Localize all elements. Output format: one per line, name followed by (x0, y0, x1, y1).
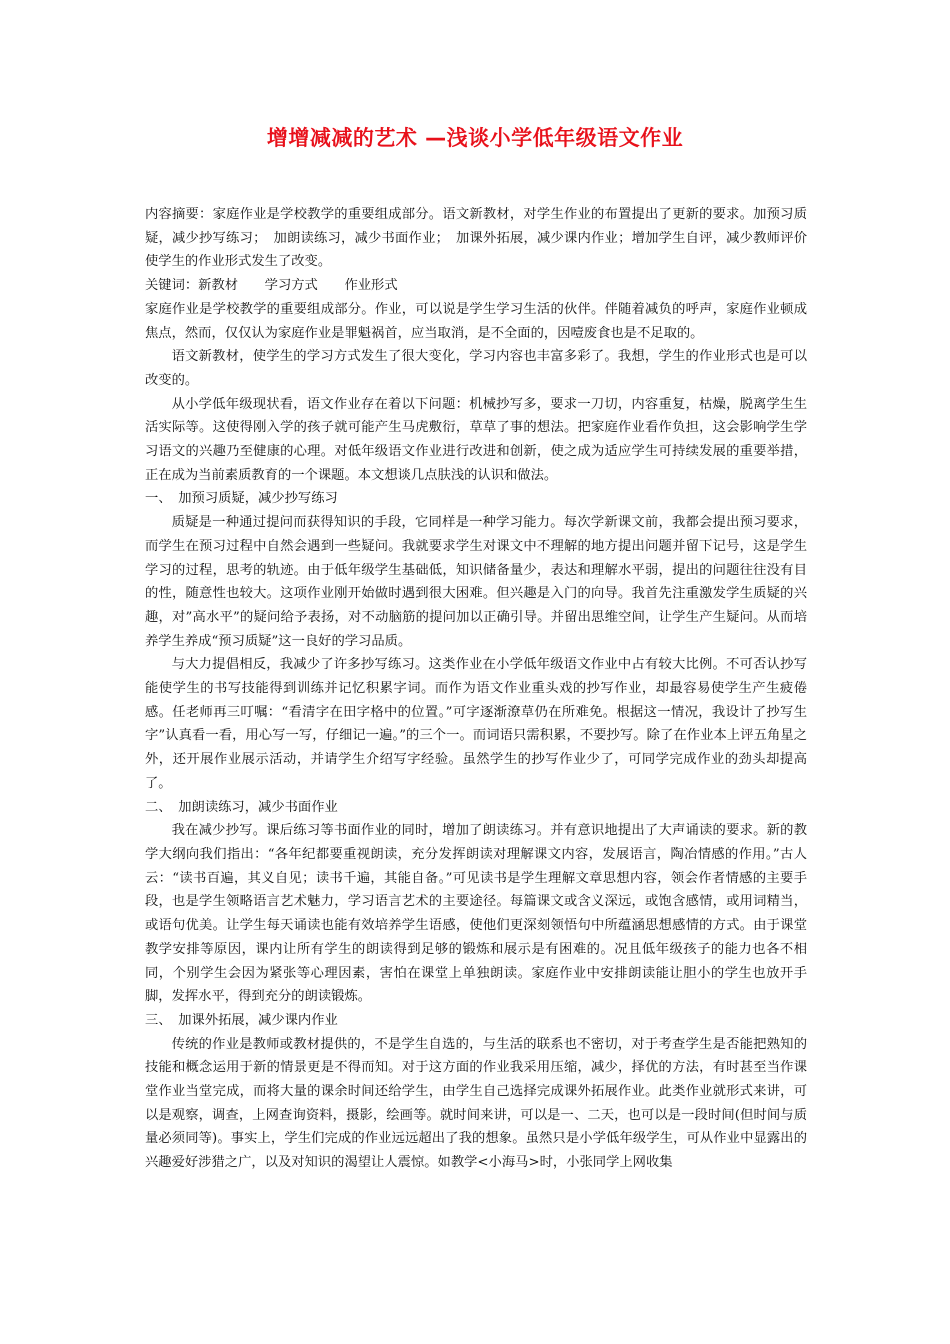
section-paragraph: 与大力提倡相反，我减少了许多抄写练习。这类作业在小学低年级语文作业中占有较大比例。不可否认抄写能使学生的书写技能得到训练并记忆积累字词。而作为语文作业重头戏的抄写作业，却最容易使学生产生疲倦感。任老师再三叮嘱：“看清字在田字格中的位置。”可字逐渐潦草仍在所难免。根据这一情况，我设计了抄写生字”认真看一看，用心写一写，仔细记一遍。”的三个一。而词语只需积累，不要抄写。除了在作业本上评五角星之外，还开展作业展示活动，并请学生介绍写字经验。虽然学生的抄写作业少了，可同学完成作业的劲头却提高了。 (145, 657, 807, 791)
section-paragraph: 传统的作业是教师或教材提供的，不是学生自选的，与生活的联系也不密切，对于考查学生是否能把熟知的技能和概念运用于新的情景更是不得而知。对于这方面的作业我采用压缩，减少，择优的方法，有时甚至当作课堂作业当堂完成，而将大量的课余时间还给学生，由学生自己选择完成课外拓展作业。此类作业就形式来讲，可以是观察，调查，上网查询资料，摄影，绘画等。就时间来讲，可以是一、二天，也可以是一段时间(但时间与质量必须同等)。事实上，学生们完成的作业远远超出了我的想象。虽然只是小学低年级学生，可从作业中显露出的兴趣爱好涉猎之广，以及对知识的渴望让人震惊。如教学<小海马>时，小张同学上网收集 (145, 1036, 807, 1171)
section-heading: 二、 加朗读练习，减少书面作业 (145, 799, 338, 815)
section-heading: 三、 加课外拓展，减少课内作业 (145, 1012, 338, 1028)
intro-paragraph: 从小学低年级现状看，语文作业存在着以下问题：机械抄写多，要求一刀切，内容重复，枯燥，脱离学生生活实际等。这使得刚入学的孩子就可能产生马虎敷衍，草草了事的想法。把家庭作业看作负担，这会影响学生学习语文的兴趣乃至健康的心理。对低年级语文作业进行改进和创新，使之成为适应学生可持续发展的重要举措，正在成为当前素质教育的一个课题。本文想谈几点肤浅的认识和做法。 (145, 396, 807, 483)
section-paragraph: 质疑是一种通过提问而获得知识的手段，它同样是一种学习能力。每次学新课文前，我都会提出预习要求，而学生在预习过程中自然会遇到一些疑问。我就要求学生对课文中不理解的地方提出问题并留下记号，这是学生学习的过程，思考的轨迹。由于低年级学生基础低，知识储备量少，表达和理解水平弱，提出的问题往往没有目的性，随意性也较大。这项作业刚开始做时遇到很大困难。但兴趣是入门的向导。我首先注重激发学生质疑的兴趣，对”高水平”的疑问给予表扬，对不动脑筋的提问加以正确引导。并留出思维空间，让学生产生疑问。从而培养学生养成“预习质疑”这一良好的学习品质。 (145, 515, 807, 649)
section-heading: 一、 加预习质疑，减少抄写练习 (145, 491, 338, 507)
keywords-line: 关键词：新教材 学习方式 作业形式 (145, 278, 398, 294)
section-paragraph: 我在减少抄写。课后练习等书面作业的同时，增加了朗读练习。并有意识地提出了大声诵读的要求。新的教学大纲向我们指出：“各年纪都要重视朗读，充分发挥朗读对理解课文内容，发展语言，陶冶情感的作用。”古人云：“读书百遍，其义自见；读书千遍，其能自备。”可见读书是学生理解文章思想内容，领会作者情感的主要手段，也是学生领略语言艺术魅力，学习语言艺术的主要途径。每篇课文或含义深远，或饱含感情，或用词精当，或语句优美。让学生每天诵读也能有效培养学生语感，使他们更深刻领悟句中所蕴涵思想感情的方式。由于课堂教学安排等原因，课内让所有学生的朗读得到足够的锻炼和展示是有困难的。况且低年级孩子的能力也各不相同，个别学生会因为紧张等心理因素，害怕在课堂上单独朗读。家庭作业中安排朗读能让胆小的学生也放开手脚，发挥水平，得到充分的朗读锻炼。 (145, 823, 807, 1005)
document-title: 增增减减的艺术 —浅谈小学低年级语文作业 (266, 126, 684, 150)
intro-paragraph: 语文新教材，使学生的学习方式发生了很大变化，学习内容也丰富多彩了。我想，学生的作业形式也是可以改变的。 (145, 349, 807, 388)
intro-paragraph: 家庭作业是学校教学的重要组成部分。作业，可以说是学生学习生活的伙伴。伴随着减负的呼声，家庭作业顿成焦点，然而，仅仅认为家庭作业是罪魁祸首，应当取消，是不全面的，因噎废食也是不足取的。 (145, 301, 807, 341)
document-body (145, 203, 807, 1175)
abstract-paragraph: 内容摘要：家庭作业是学校教学的重要组成部分。语文新教材，对学生作业的布置提出了更新的要求。加预习质疑，减少抄写练习； 加朗读练习，减少书面作业； 加课外拓展，减少课内作业；增加学生自评，减少教师评价使学生的作业形式发生了改变。 (145, 207, 807, 270)
